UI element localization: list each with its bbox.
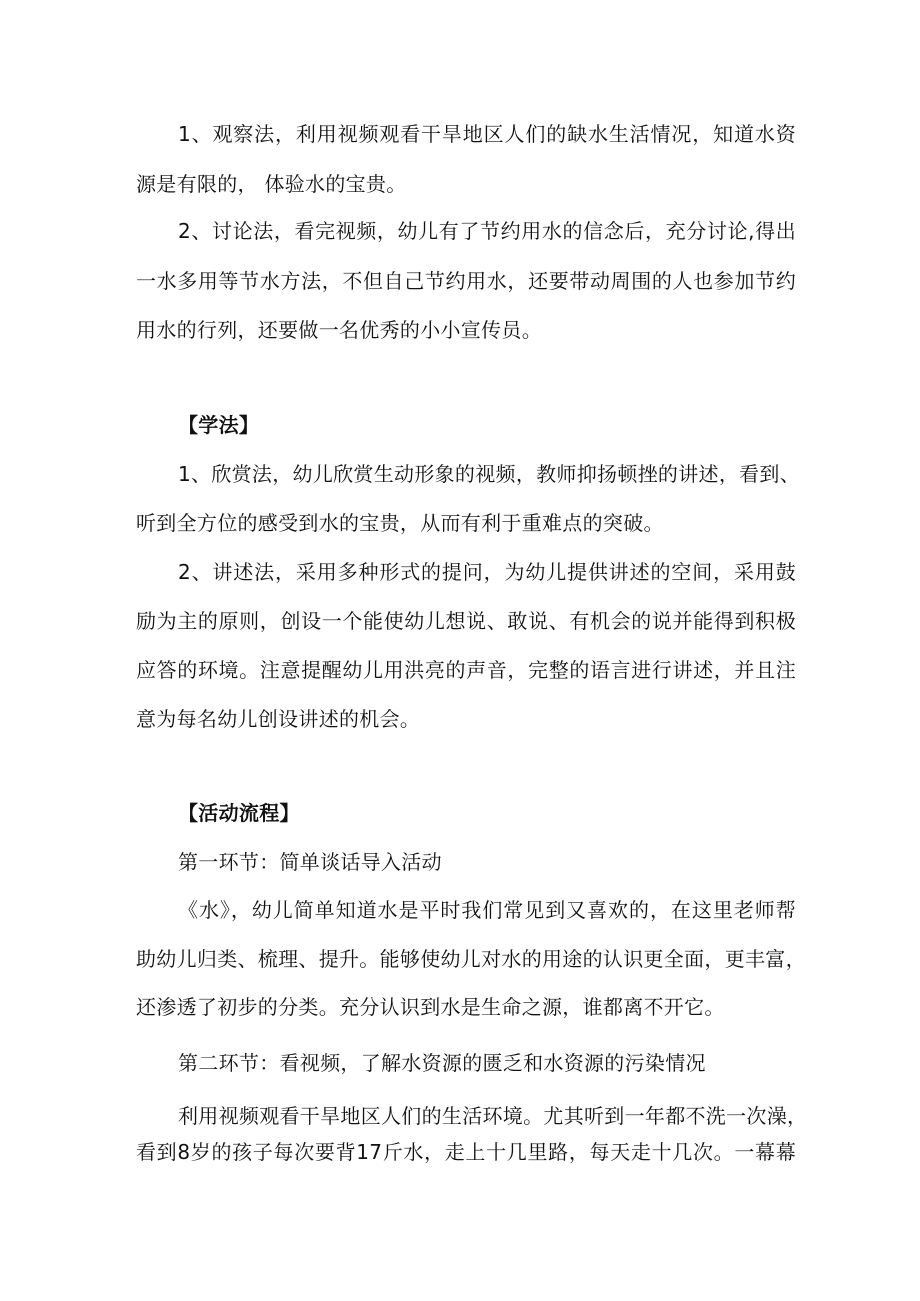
- learning-method-2-line-2: 励为主的原则，创设一个能使幼儿想说、敢说、有机会的说并能得到积极: [136, 609, 796, 633]
- step-1-line-2: 助幼儿归类、梳理、提升。能够使幼儿对水的用途的认识更全面，更丰富，: [136, 947, 806, 971]
- activity-flow-heading: 【活动流程】: [178, 801, 300, 825]
- learning-method-2-line-1: 2、讲述法，采用多种形式的提问，为幼儿提供讲述的空间，采用鼓: [178, 560, 796, 584]
- learning-method-2-line-3: 应答的环境。注意提醒幼儿用洪亮的声音，完整的语言进行讲述，并且注: [136, 658, 796, 682]
- learning-method-2-line-4: 意为每名幼儿创设讲述的机会。: [136, 707, 421, 731]
- teaching-method-2-line-1: 2、讨论法，看完视频，幼儿有了节约用水的信念后，充分讨论,得出: [178, 219, 796, 243]
- learning-method-1-line-2: 听到全方位的感受到水的宝贵，从而有利于重难点的突破。: [136, 511, 664, 535]
- step-1-line-1: 《水》，幼儿简单知道水是平时我们常见到又喜欢的，在这里老师帮: [178, 898, 796, 922]
- step-2-line-2: 看到8岁的孩子每次要背17斤水，走上十几里路，每天走十几次。一幕幕: [136, 1140, 796, 1164]
- learning-methods-heading: 【学法】: [178, 413, 260, 437]
- step-2-title: 第二环节：看视频，了解水资源的匮乏和水资源的污染情况: [178, 1051, 706, 1075]
- teaching-method-2-line-3: 用水的行列，还要做一名优秀的小小宣传员。: [136, 318, 542, 342]
- step-2-line-1: 利用视频观看干旱地区人们的生活环境。尤其听到一年都不洗一次澡，: [178, 1104, 808, 1128]
- step-1-line-3: 还渗透了初步的分类。充分认识到水是生命之源，谁都离不开它。: [136, 995, 725, 1019]
- teaching-method-2-line-2: 一水多用等节水方法，不但自己节约用水，还要带动周围的人也参加节约: [136, 269, 796, 293]
- teaching-method-1-line-2: 源是有限的， 体验水的宝贵。: [136, 172, 407, 196]
- step-1-title: 第一环节：简单谈话导入活动: [178, 850, 442, 874]
- teaching-method-1-line-1: 1、观察法，利用视频观看干旱地区人们的缺水生活情况，知道水资: [178, 122, 796, 146]
- learning-method-1-line-1: 1、欣赏法，幼儿欣赏生动形象的视频，教师抑扬顿挫的讲述，看到、: [178, 462, 801, 486]
